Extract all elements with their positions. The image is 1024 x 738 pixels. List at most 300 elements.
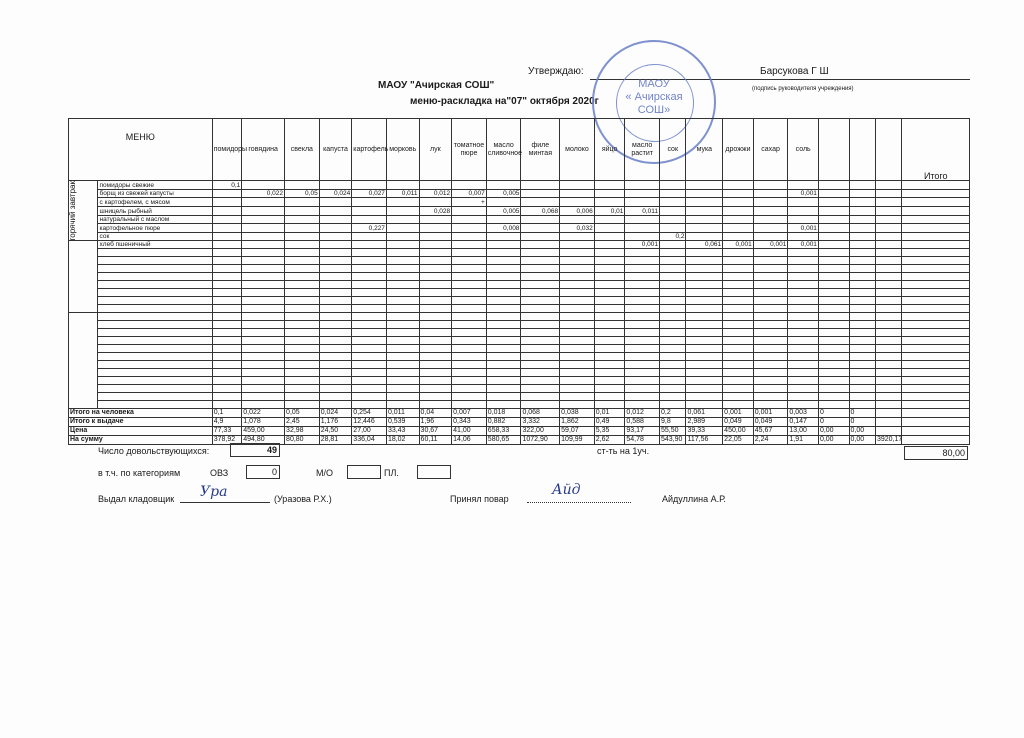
totals-cell: 80,80 <box>285 436 320 445</box>
table-cell <box>319 369 352 377</box>
table-cell <box>521 353 560 361</box>
menu-subtitle: меню-раскладка на"07" октября 2020г <box>410 96 599 107</box>
table-cell <box>521 313 560 321</box>
totals-cell: 0,012 <box>625 409 660 418</box>
table-cell <box>594 241 625 249</box>
table-cell <box>319 345 352 353</box>
table-cell <box>486 215 521 224</box>
table-cell <box>753 215 788 224</box>
total-cell <box>902 181 970 190</box>
table-cell <box>788 337 819 345</box>
table-cell <box>352 321 387 329</box>
table-cell <box>625 393 660 401</box>
totals-cell: 2,989 <box>686 418 723 427</box>
table-cell <box>875 289 901 297</box>
table-cell <box>625 181 660 190</box>
table-cell <box>319 249 352 257</box>
table-cell <box>486 265 521 273</box>
totals-cell: 0,588 <box>625 418 660 427</box>
totals-cell: 0,00 <box>849 436 875 445</box>
total-cell <box>902 297 970 305</box>
table-cell <box>753 377 788 385</box>
totals-cell: 14,06 <box>452 436 487 445</box>
table-cell <box>212 385 242 393</box>
table-cell <box>625 232 660 241</box>
table-cell <box>660 353 686 361</box>
table-cell <box>486 321 521 329</box>
table-cell <box>788 249 819 257</box>
table-cell <box>560 265 595 273</box>
table-cell <box>594 232 625 241</box>
satisfied-value: 49 <box>230 443 280 457</box>
totals-cell: 12,446 <box>352 418 387 427</box>
totals-cell: 45,67 <box>753 427 788 436</box>
table-cell <box>723 401 754 409</box>
director-caption: (подпись руководителя учреждения) <box>752 86 854 92</box>
column-header: томатное пюре <box>452 119 487 181</box>
table-cell <box>452 249 487 257</box>
totals-cell: 0,01 <box>594 409 625 418</box>
table-cell <box>386 215 419 224</box>
menu-table <box>68 118 970 445</box>
total-cell <box>902 189 970 198</box>
table-cell <box>386 241 419 249</box>
table-cell <box>875 377 901 385</box>
table-cell <box>242 257 285 265</box>
table-cell <box>625 329 660 337</box>
table-cell <box>723 321 754 329</box>
table-cell <box>560 281 595 289</box>
table-cell <box>753 265 788 273</box>
table-cell <box>660 329 686 337</box>
table-cell <box>875 321 901 329</box>
table-cell <box>242 337 285 345</box>
table-cell <box>212 265 242 273</box>
table-cell <box>386 289 419 297</box>
table-row <box>69 281 970 289</box>
table-cell <box>686 215 723 224</box>
totals-cell: 93,17 <box>625 427 660 436</box>
table-cell <box>486 297 521 305</box>
table-cell <box>875 241 901 249</box>
table-cell <box>818 385 849 393</box>
table-cell <box>285 249 320 257</box>
table-cell <box>352 345 387 353</box>
table-cell <box>242 297 285 305</box>
table-cell <box>212 297 242 305</box>
table-cell <box>386 329 419 337</box>
table-cell <box>625 321 660 329</box>
table-cell <box>352 289 387 297</box>
table-cell <box>660 257 686 265</box>
table-cell <box>660 345 686 353</box>
table-cell <box>723 232 754 241</box>
table-cell <box>594 337 625 345</box>
table-cell <box>686 321 723 329</box>
table-cell <box>386 361 419 369</box>
table-cell <box>625 281 660 289</box>
table-row <box>69 337 970 345</box>
total-cell <box>902 353 970 361</box>
table-cell <box>521 257 560 265</box>
table-cell <box>319 361 352 369</box>
table-cell <box>625 401 660 409</box>
table-cell <box>452 401 487 409</box>
totals-cell: 378,92 <box>212 436 242 445</box>
table-cell <box>849 189 875 198</box>
table-cell <box>560 377 595 385</box>
table-cell: 0,005 <box>486 206 521 215</box>
total-cell <box>902 401 970 409</box>
table-cell: 0,028 <box>419 206 452 215</box>
table-cell <box>486 377 521 385</box>
table-cell <box>386 345 419 353</box>
table-cell <box>212 273 242 281</box>
totals-cell: 1,96 <box>419 418 452 427</box>
table-cell <box>386 337 419 345</box>
table-cell <box>212 305 242 313</box>
table-cell <box>818 369 849 377</box>
table-cell <box>723 353 754 361</box>
totals-cell: 5,35 <box>594 427 625 436</box>
table-cell <box>419 181 452 190</box>
table-cell <box>285 289 320 297</box>
dish-name <box>97 289 212 297</box>
column-header: мука <box>686 119 723 181</box>
section-cell <box>69 313 98 409</box>
totals-label: Цена <box>69 427 213 436</box>
table-cell <box>788 281 819 289</box>
totals-cell: 543,90 <box>660 436 686 445</box>
table-cell <box>849 273 875 281</box>
table-cell <box>818 305 849 313</box>
table-cell <box>753 305 788 313</box>
section-cell <box>69 241 98 313</box>
table-cell <box>818 198 849 207</box>
table-cell <box>753 189 788 198</box>
table-cell <box>594 189 625 198</box>
table-cell <box>594 401 625 409</box>
table-cell <box>319 289 352 297</box>
table-cell <box>486 257 521 265</box>
table-cell <box>560 345 595 353</box>
table-cell <box>521 198 560 207</box>
totals-row <box>69 436 970 445</box>
table-cell <box>352 215 387 224</box>
table-cell: 0,011 <box>625 206 660 215</box>
table-cell <box>285 232 320 241</box>
table-row <box>69 353 970 361</box>
totals-cell: 13,00 <box>788 427 819 436</box>
table-cell <box>660 369 686 377</box>
table-cell <box>849 289 875 297</box>
table-cell <box>686 265 723 273</box>
table-cell <box>788 198 819 207</box>
totals-cell: 0 <box>849 418 875 427</box>
total-cell <box>902 273 970 281</box>
table-row <box>69 273 970 281</box>
total-header: Итого <box>902 119 970 181</box>
table-cell <box>788 369 819 377</box>
dish-name <box>97 249 212 257</box>
table-cell <box>560 241 595 249</box>
total-cell <box>902 289 970 297</box>
table-cell <box>486 198 521 207</box>
table-cell <box>560 313 595 321</box>
table-cell <box>686 257 723 265</box>
table-cell <box>285 361 320 369</box>
table-cell <box>319 353 352 361</box>
table-cell <box>521 393 560 401</box>
table-cell <box>660 181 686 190</box>
table-cell <box>560 181 595 190</box>
table-cell <box>319 329 352 337</box>
totals-cell: 4,9 <box>212 418 242 427</box>
table-cell <box>660 321 686 329</box>
table-cell <box>660 206 686 215</box>
totals-cell: 0,05 <box>285 409 320 418</box>
table-cell <box>849 393 875 401</box>
table-cell <box>660 189 686 198</box>
table-row <box>69 385 970 393</box>
column-header: капуста <box>319 119 352 181</box>
table-cell <box>352 232 387 241</box>
table-cell <box>660 305 686 313</box>
total-cell <box>902 281 970 289</box>
table-cell <box>560 249 595 257</box>
table-row <box>69 249 970 257</box>
table-row <box>69 224 970 233</box>
table-cell <box>723 345 754 353</box>
table-cell <box>849 265 875 273</box>
table-cell <box>212 329 242 337</box>
table-cell <box>625 369 660 377</box>
table-cell <box>753 249 788 257</box>
table-cell <box>352 385 387 393</box>
table-cell: 0,01 <box>594 206 625 215</box>
table-cell <box>521 281 560 289</box>
table-cell <box>419 281 452 289</box>
total-cell <box>902 329 970 337</box>
table-cell <box>686 198 723 207</box>
ovz-value: 0 <box>246 465 280 479</box>
table-cell <box>594 297 625 305</box>
table-cell <box>849 353 875 361</box>
table-cell <box>788 313 819 321</box>
table-cell <box>285 281 320 289</box>
table-cell <box>753 281 788 289</box>
table-cell <box>875 313 901 321</box>
table-cell <box>849 241 875 249</box>
table-cell <box>352 265 387 273</box>
table-cell <box>560 321 595 329</box>
column-header: масло растит <box>625 119 660 181</box>
table-cell <box>560 198 595 207</box>
table-cell <box>285 181 320 190</box>
table-cell <box>285 257 320 265</box>
table-cell <box>452 281 487 289</box>
table-cell <box>452 353 487 361</box>
table-cell <box>849 337 875 345</box>
table-cell: 0,027 <box>352 189 387 198</box>
table-cell <box>242 198 285 207</box>
column-header <box>849 119 875 181</box>
table-cell <box>753 198 788 207</box>
table-cell <box>660 337 686 345</box>
totals-cell: 0 <box>818 409 849 418</box>
totals-cell: 580,65 <box>486 436 521 445</box>
totals-cell: 0,00 <box>849 427 875 436</box>
table-cell <box>521 377 560 385</box>
table-cell <box>849 181 875 190</box>
table-cell <box>285 273 320 281</box>
table-cell <box>560 393 595 401</box>
table-cell <box>788 353 819 361</box>
table-cell <box>660 198 686 207</box>
total-cell <box>902 265 970 273</box>
table-cell <box>386 305 419 313</box>
totals-cell: 0,882 <box>486 418 521 427</box>
table-cell <box>849 198 875 207</box>
table-cell <box>723 377 754 385</box>
table-cell <box>625 215 660 224</box>
table-cell <box>788 297 819 305</box>
totals-cell: 494,80 <box>242 436 285 445</box>
totals-cell: 0,49 <box>594 418 625 427</box>
table-cell <box>625 289 660 297</box>
table-cell <box>285 206 320 215</box>
cost-value: 80,00 <box>904 446 968 460</box>
table-cell <box>818 265 849 273</box>
table-cell <box>594 329 625 337</box>
table-cell <box>560 289 595 297</box>
table-cell: 0,001 <box>625 241 660 249</box>
dish-name: хлеб пшеничный <box>97 241 212 249</box>
table-cell <box>560 232 595 241</box>
issued-label: Выдал кладовщик <box>98 494 175 504</box>
table-cell <box>486 353 521 361</box>
column-header: морковь <box>386 119 419 181</box>
table-cell <box>486 289 521 297</box>
table-cell <box>660 385 686 393</box>
table-cell <box>875 305 901 313</box>
table-cell <box>818 313 849 321</box>
table-cell <box>521 329 560 337</box>
table-cell <box>419 345 452 353</box>
table-cell <box>818 289 849 297</box>
table-cell <box>625 265 660 273</box>
table-cell <box>242 329 285 337</box>
table-cell <box>849 305 875 313</box>
table-cell <box>560 257 595 265</box>
table-cell <box>352 361 387 369</box>
table-cell <box>686 313 723 321</box>
table-cell <box>660 273 686 281</box>
totals-cell: 0,068 <box>521 409 560 418</box>
table-cell <box>849 321 875 329</box>
table-row <box>69 369 970 377</box>
table-cell <box>386 273 419 281</box>
table-cell <box>419 385 452 393</box>
totals-cell: 2,62 <box>594 436 625 445</box>
table-cell <box>319 305 352 313</box>
table-cell <box>285 321 320 329</box>
totals-cell: 1,176 <box>319 418 352 427</box>
table-cell <box>625 273 660 281</box>
table-cell <box>660 313 686 321</box>
table-cell <box>723 385 754 393</box>
total-cell <box>902 385 970 393</box>
table-cell <box>419 313 452 321</box>
totals-cell: 24,50 <box>319 427 352 436</box>
table-cell <box>849 361 875 369</box>
stamp-line-3: СОШ» <box>637 104 671 116</box>
table-cell <box>242 401 285 409</box>
table-cell <box>212 281 242 289</box>
table-cell <box>352 313 387 321</box>
table-cell <box>242 215 285 224</box>
table-cell <box>212 249 242 257</box>
table-cell <box>625 337 660 345</box>
table-cell <box>386 401 419 409</box>
table-cell <box>560 369 595 377</box>
table-cell <box>818 281 849 289</box>
table-cell <box>285 385 320 393</box>
column-header: говядина <box>242 119 285 181</box>
totals-cell: 0,049 <box>723 418 754 427</box>
totals-cell: 1,862 <box>560 418 595 427</box>
totals-cell: 0,04 <box>419 409 452 418</box>
table-cell <box>788 289 819 297</box>
table-cell <box>818 215 849 224</box>
table-cell <box>723 361 754 369</box>
table-cell <box>386 297 419 305</box>
table-cell <box>660 265 686 273</box>
table-cell <box>242 353 285 361</box>
totals-cell: 658,33 <box>486 427 521 436</box>
table-cell <box>849 206 875 215</box>
table-cell: 0,022 <box>242 189 285 198</box>
table-cell <box>686 345 723 353</box>
table-cell <box>419 289 452 297</box>
table-cell <box>242 369 285 377</box>
table-cell <box>849 249 875 257</box>
table-cell <box>723 224 754 233</box>
table-cell <box>521 232 560 241</box>
table-cell <box>452 385 487 393</box>
table-cell <box>452 329 487 337</box>
table-cell <box>723 393 754 401</box>
table-cell <box>319 281 352 289</box>
table-cell <box>386 206 419 215</box>
table-cell <box>594 321 625 329</box>
table-cell <box>753 345 788 353</box>
totals-cell: 0,2 <box>660 409 686 418</box>
table-cell <box>625 353 660 361</box>
table-cell <box>452 377 487 385</box>
table-cell <box>849 377 875 385</box>
totals-cell: 18,02 <box>386 436 419 445</box>
table-cell <box>452 345 487 353</box>
table-cell <box>818 329 849 337</box>
table-cell <box>521 189 560 198</box>
dish-name <box>97 273 212 281</box>
table-cell <box>875 257 901 265</box>
table-row <box>69 401 970 409</box>
table-cell <box>285 241 320 249</box>
table-cell <box>452 297 487 305</box>
table-cell <box>686 273 723 281</box>
